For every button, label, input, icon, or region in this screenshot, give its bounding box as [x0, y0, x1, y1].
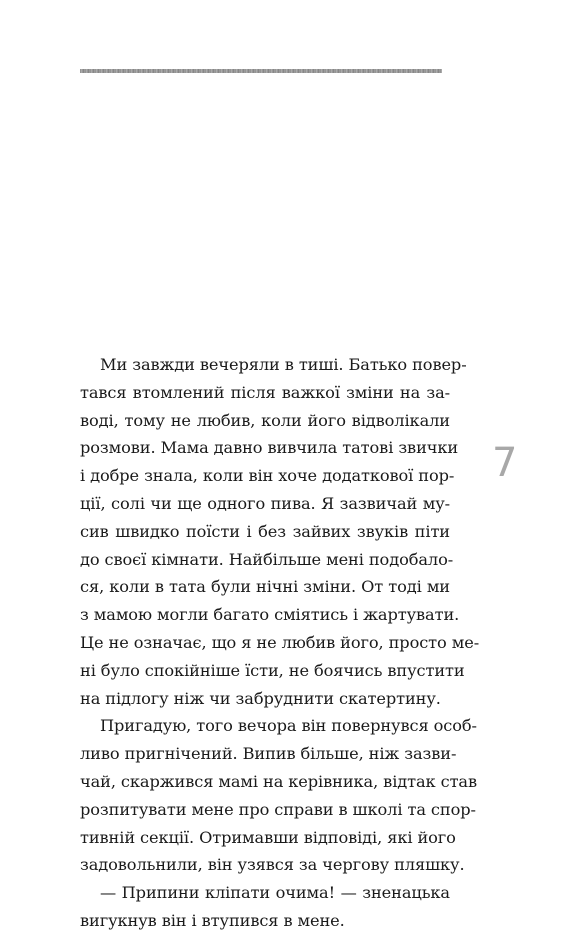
text-line: тався втомлений після важкої зміни на за- [80, 382, 450, 402]
body-text [80, 351, 480, 935]
text-line: Пригадую, того вечора він повернувся особ- [100, 716, 477, 736]
text-line: ні було спокійніше їсти, не боячись впустити [80, 660, 465, 680]
top-decorative-rule [80, 69, 442, 73]
text-line: задовольнили, він узявся за чергову пляшку. [80, 855, 465, 875]
text-line: Це не означає, що я не любив його, просто ме- [80, 632, 480, 652]
text-line: сив швидко поїсти і без зайвих звуків піти [80, 521, 450, 541]
text-line: Ми завжди вечеряли в тиші. Батько повер- [100, 355, 467, 374]
text-line: ції, солі чи ще одного пива. Я зазвичай му- [80, 493, 450, 513]
text-line: ся, коли в тата були нічні зміни. От тоді ми [80, 577, 450, 597]
text-line: — Припини кліпати очима! — зненацька [100, 883, 450, 903]
text-line: на підлогу ніж чи забруднити скатертину. [80, 688, 441, 708]
text-line: і добре знала, коли він хоче додаткової пор- [80, 466, 455, 486]
text-line: тивній секції. Отримавши відповіді, які його [80, 827, 456, 847]
text-line: розмови. Мама давно вивчила татові звички [80, 438, 459, 458]
text-line: з мамою могли багато сміятись і жартувати. [80, 605, 460, 625]
text-line: ливо пригнічений. Випив більше, ніж зазви- [80, 744, 457, 764]
text-line: чай, скаржився мамі на керівника, відтак став [80, 771, 477, 791]
text-line: до своєї кімнати. Найбільше мені подобало- [80, 549, 454, 569]
page-number: 7 [492, 440, 518, 486]
text-line: розпитувати мене про справи в школі та спор- [80, 799, 476, 819]
text-line: воді, тому не любив, коли його відволікали [80, 410, 450, 430]
text-line: вигукнув він і втупився в мене. [80, 910, 345, 930]
